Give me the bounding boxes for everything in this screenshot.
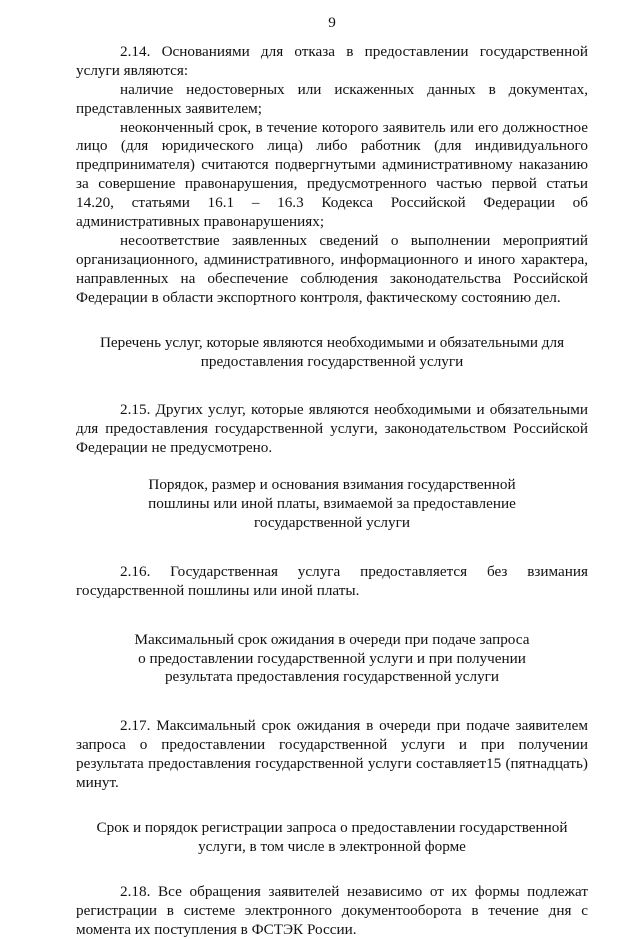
heading-line: Перечень услуг, которые являются необходимыми и обязательными для: [99, 333, 565, 351]
document-page: [76, 14, 588, 940]
heading-waiting-time: [76, 631, 588, 688]
heading-line: Максимальный срок ожидания в очереди при подаче запроса: [134, 630, 530, 648]
heading-line: Срок и порядок регистрации запроса о предоставлении государственной: [96, 819, 568, 836]
paragraph-2-15: 2.15. Других услуг, которые являются необходимыми и обязательными для предоставления государственной услуги, законодательством Российской Федерации не предусмотрено.: [76, 401, 588, 457]
heading-required-services: [76, 334, 588, 372]
paragraph-2-16: 2.16. Государственная услуга предоставляется без взимания государственной пошлины или иной платы.: [76, 562, 588, 599]
heading-line: услуги, в том числе в электронной форме: [198, 837, 466, 855]
paragraph-2-14-item-3: несоответствие заявленных сведений о выполнении мероприятий организационного, административного, информационного и иного характера, направленных на обеспечение соблюдения законодательства Российской Федерации в области экспортного контроля, фактическому состоянию дел.: [76, 231, 588, 306]
page-number: 9: [328, 14, 336, 31]
paragraph-2-14-item-1: наличие недостоверных или искаженных данных в документах, представленных заявителем;: [76, 80, 588, 117]
heading-line: государственной услуги: [254, 513, 410, 531]
heading-line: результата предоставления государственной услуги: [164, 668, 500, 686]
heading-line: Порядок, размер и основания взимания государственной: [148, 476, 516, 494]
heading-line: пошлины или иной платы, взимаемой за предоставление: [148, 495, 516, 513]
heading-fee: [76, 476, 588, 533]
paragraph-2-18: 2.18. Все обращения заявителей независимо от их формы подлежат регистрации в системе электронного документооборота в течение дня с момента их поступления в ФСТЭК России.: [76, 882, 588, 938]
heading-line: о предоставлении государственной услуги и при получении: [138, 649, 526, 667]
heading-line: предоставления государственной услуги: [200, 352, 464, 370]
paragraph-2-17: 2.17. Максимальный срок ожидания в очереди при подаче заявителем запроса о предоставлении государственной услуги и при получении результата предоставления государственной услуги составляет15 (пятнадцать) минут.: [76, 717, 588, 792]
paragraph-2-14-intro: 2.14. Основаниями для отказа в предоставлении государственной услуги являются:: [76, 42, 588, 79]
paragraph-2-14-item-2: неоконченный срок, в течение которого заявитель или его должностное лицо (для юридического лица) либо работник (для индивидуального предпринимателя) считаются подвергнутыми административному наказанию за совершение правонарушения, предусмотренного частью первой статьи 14.20, статьями 16.1 – 16.3 Кодекса Российской Федерации об административных правонарушениях;: [76, 118, 588, 231]
heading-registration: [76, 819, 588, 857]
